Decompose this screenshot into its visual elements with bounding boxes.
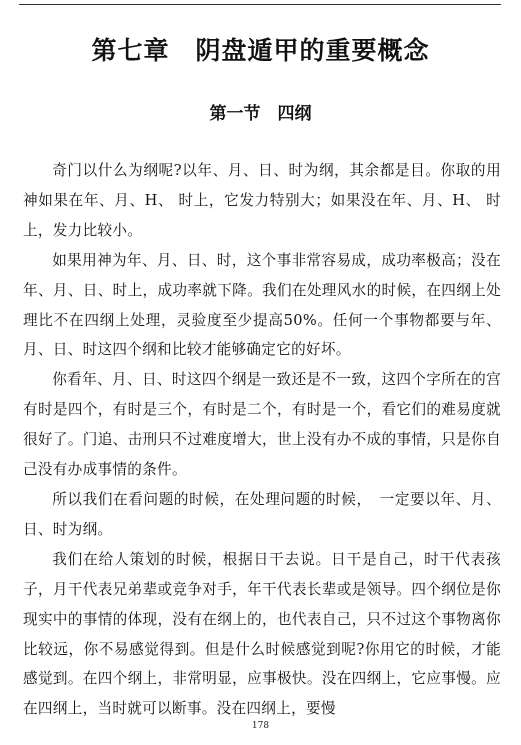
paragraph: 奇门以什么为纲呢?以年、月、日、时为纲，其余都是目。你取的用神如果在年、月、H、 时上，它发力特别大；如果没在年、月、H、 时上，发力比较小。 bbox=[23, 162, 501, 239]
paragraph: 我们在给人策划的时候，根据日干去说。日干是自己，时干代表孩子，月干代表兄弟辈或竞争对手，年干代表长辈或是领导。四个纲位是你现实中的事情的体现，没有在纲上的，也代表自己，只不过这个事物离你比较远，你不易感觉得到。但是什么时候感觉到呢?你用它的时候，才能感觉到。在四个纲上，非常明显，应事极快。没在四纲上，它应事慢。应在四纲上，当时就可以断事。没在四纲上，要慢 bbox=[23, 550, 501, 718]
paragraph: 所以我们在看问题的时候，在处理问题的时候， 一定要以年、月、日、时为纲。 bbox=[23, 490, 501, 538]
body-text bbox=[23, 156, 501, 724]
chapter-title: 第七章 阴盘遁甲的重要概念 bbox=[91, 36, 430, 65]
section-title: 第一节 四纲 bbox=[209, 104, 312, 124]
paragraph: 你看年、月、日、时这四个纲是一致还是不一致，这四个字所在的宫有时是四个，有时是三个，有时是二个，有时是一个，看它们的难易度就很好了。门追、击刑只不过难度增大，世上没有办不成的事情，只是你自己没有办成事情的条件。 bbox=[23, 371, 501, 479]
paragraph: 如果用神为年、月、日、时，这个事非常容易成，成功率极高；没在年、月、日、时上，成功率就下降。我们在处理风水的时候，在四纲上处理比不在四纲上处理，灵验度至少提高50%。任何一个事物都要与年、月、日、时这四个纲和比较才能够确定它的好坏。 bbox=[23, 251, 501, 359]
page-number: 178 bbox=[251, 721, 270, 731]
header-rule bbox=[19, 4, 501, 5]
